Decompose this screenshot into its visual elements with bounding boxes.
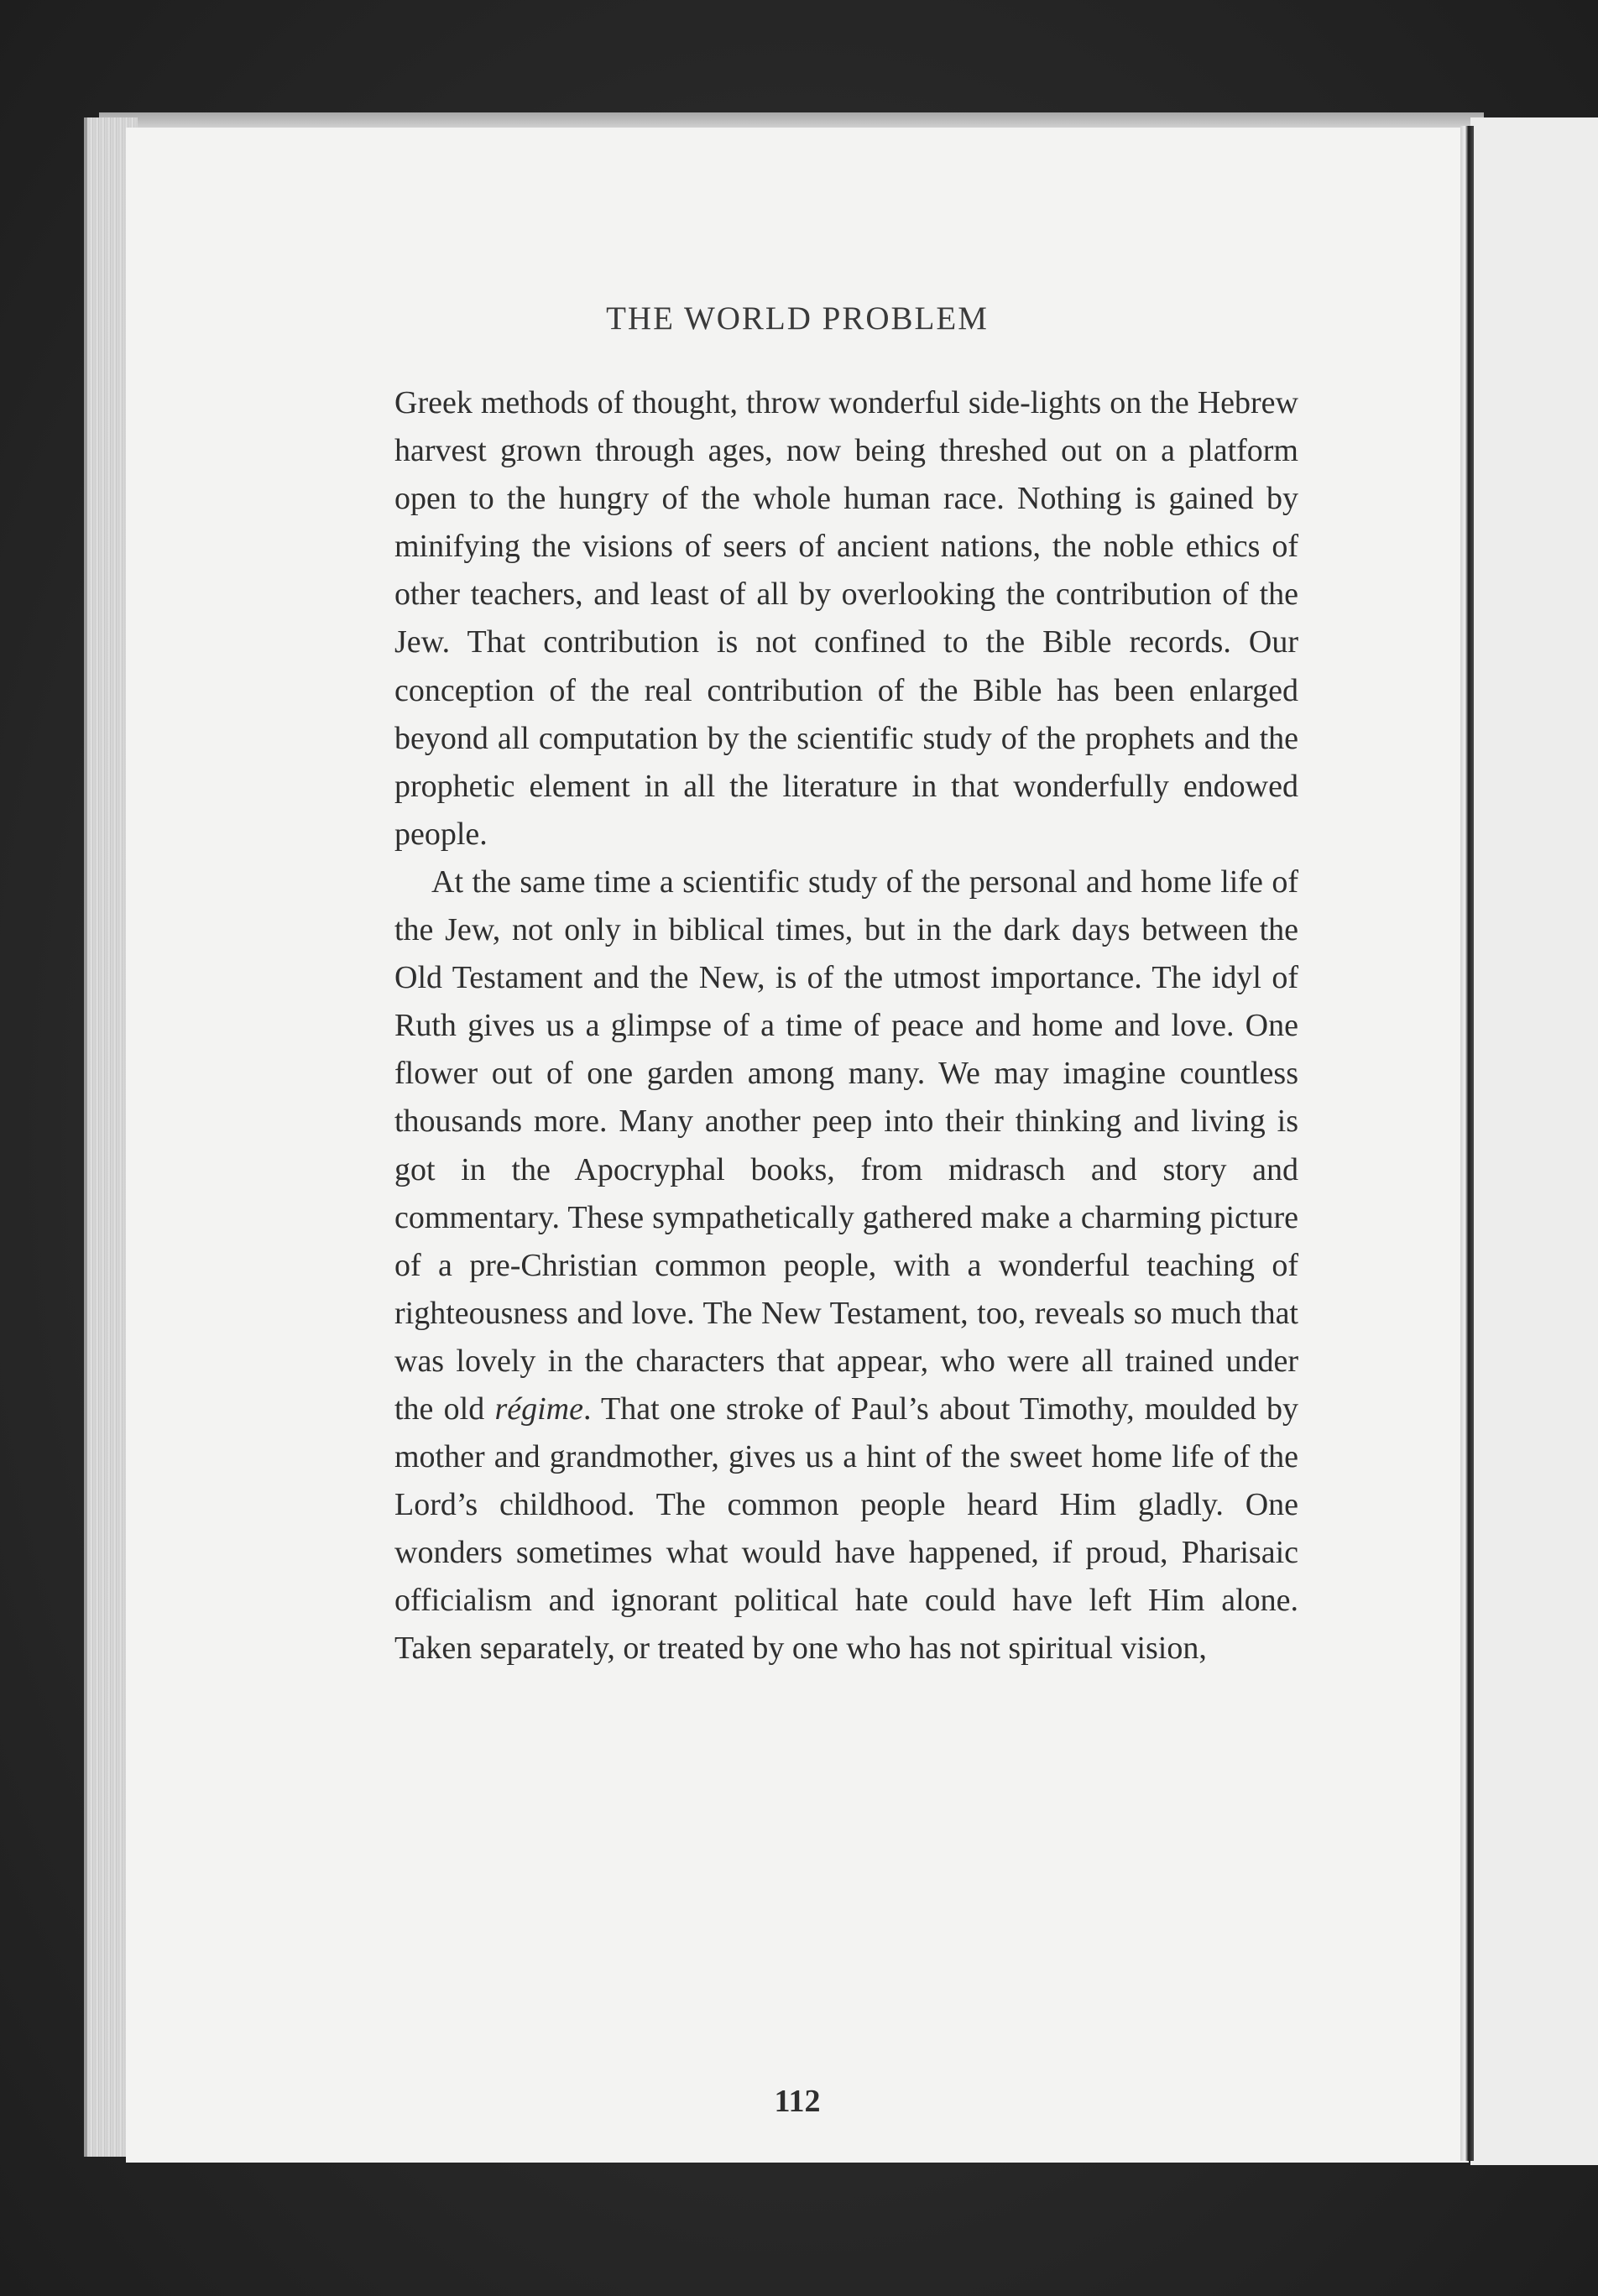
page-number: 112 [774,2084,821,2119]
book-gutter [1460,126,1474,2161]
book-page [126,128,1469,2163]
paragraph-2: At the same time a scientific study of the personal and home life of the Jew, not only in biblical times, but in the dark days between the Old Testament and the New, is of the utmost importance. The idyl of Ruth gives us a glimpse of a time of peace and home and love. One flower out of one garden among many. We may imagine countless thousands more. Many another peep into their thinking and living is got in the Apocryphal books, from midrasch and story and commentary. These sympathetically gathered make a charming picture of a pre-Christian common people, with a wonderful teaching of righteousness and love. The New Testament, too, reveals so much that was lovely in the characters that appear, who were all trained under the old régime. That one stroke of Paul’s about Timothy, moulded by mother and grandmother, gives us a hint of the sweet home life of the Lord’s childhood. The common people heard Him gladly. One wonders sometimes what would have happened, if proud, Pharisaic officialism and ignorant political hate could have left Him alone. Taken separately, or treated by one who has not spiritual vision, [394,864,1299,1667]
running-head: THE WORLD PROBLEM [606,300,989,337]
italic-word: régime [494,1391,583,1427]
facing-page [1470,117,1598,2165]
body-text [394,379,1298,1673]
paragraph-1: Greek methods of thought, throw wonderful side-lights on the Hebrew harvest grown through ages, now being threshed out on a platform open to the hungry of the whole human race. Nothing is gained by minifying the visions of seers of ancient nations, the noble ethics of other teachers, and least of all by overlooking the contribution of the Jew. That contribution is not confined to the Bible records. Our conception of the real contribution of the Bible has been enlarged beyond all computation by the scientific study of the prophets and the prophetic element in all the literature in that wonderfully endowed people. [394,385,1298,852]
